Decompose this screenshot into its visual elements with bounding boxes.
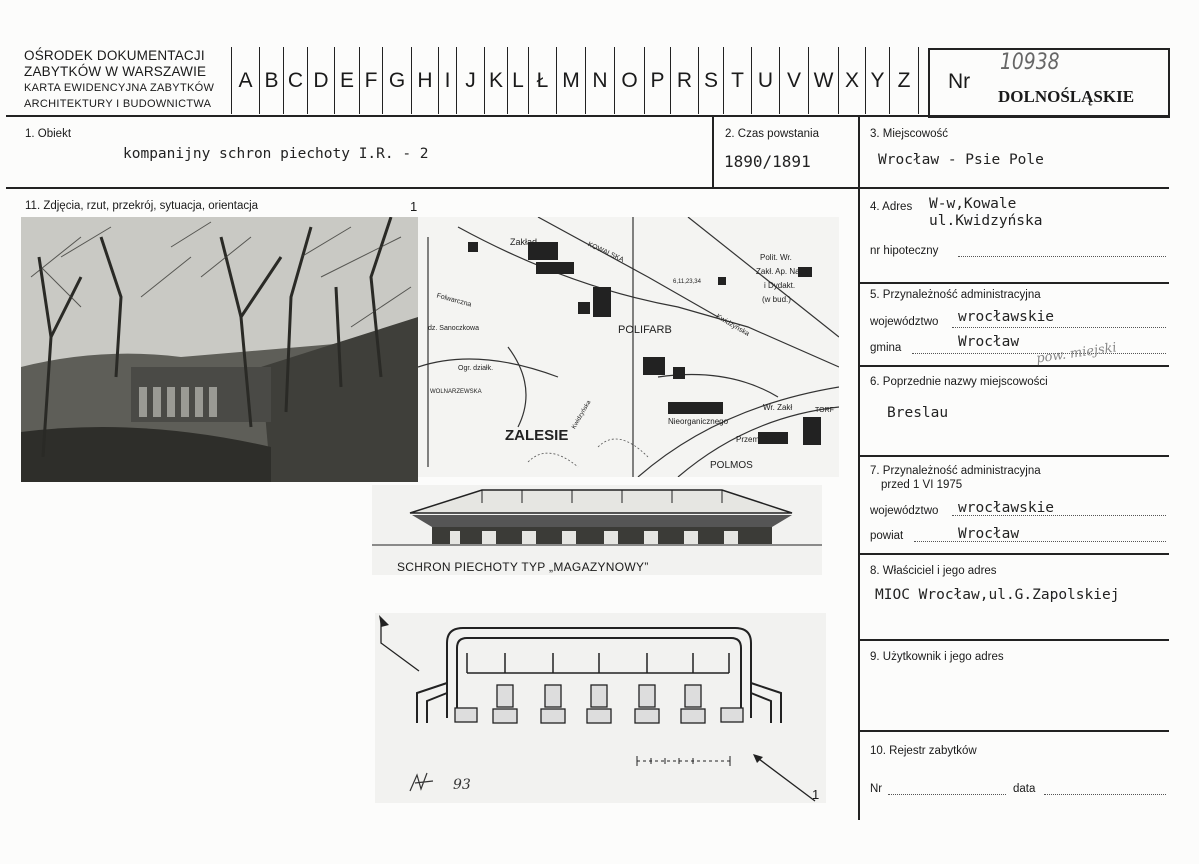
letter-cell-5: F (359, 47, 382, 114)
letter-cell-16: P (644, 47, 670, 114)
powiat-dots (914, 541, 1166, 542)
map-label-polit: Polit. Wr. (760, 253, 792, 262)
col-divider-czas (712, 116, 714, 188)
map-label-numbers: 6,11,23,34 (673, 279, 701, 285)
letter-cell-23: X (838, 47, 865, 114)
map-label-zakl-ap: Zakł. Ap. Nauk. (756, 267, 811, 276)
organization-header (24, 48, 214, 112)
przynaleznosc-label: 5. Przynależność administracyjna (870, 289, 1041, 301)
poprzednie-label: 6. Poprzednie nazwy miejscowości (870, 376, 1048, 388)
bunker-photo (21, 217, 418, 482)
wojewodztwo-value: wrocławskie (958, 309, 1055, 325)
drawing-initials: 93 (453, 777, 471, 793)
letter-cell-2: C (283, 47, 307, 114)
letter-cell-19: T (723, 47, 751, 114)
map-label-przem: Przem. Spoż. (736, 435, 785, 444)
wojewodztwo-dots (952, 327, 1166, 328)
letter-cell-6: G (382, 47, 411, 114)
przyn1975-sub: przed 1 VI 1975 (881, 479, 963, 491)
adres-line2: ul.Kwidzyńska (929, 213, 1043, 229)
letter-cell-9: J (456, 47, 484, 114)
letter-cell-3: D (307, 47, 334, 114)
location-map (418, 217, 839, 477)
org-line-1: OŚRODEK DOKUMENTACJI (24, 48, 205, 63)
rejestr-label: 10. Rejestr zabytków (870, 745, 977, 757)
czas-label: 2. Czas powstania (725, 128, 819, 140)
org-line-3: KARTA EWIDENCYJNA ZABYTKÓW (24, 82, 215, 94)
plan-corner-number: 1 (812, 787, 820, 802)
letter-cell-13: M (556, 47, 585, 114)
region-label: DOLNOŚLĄSKIE (998, 87, 1135, 106)
divider-1975 (859, 553, 1169, 555)
letter-cell-15: O (614, 47, 644, 114)
letter-cell-1: B (259, 47, 283, 114)
section11-label: 11. Zdjęcia, rzut, przekrój, sytuacja, orientacja (25, 200, 259, 212)
map-label-wolnar: WOLNARZEWSKA (430, 389, 482, 395)
floor-plan-drawing (375, 613, 826, 803)
wlasciciel-label: 8. Właściciel i jego adres (870, 565, 997, 577)
letter-cell-14: N (585, 47, 614, 114)
gmina-label: gmina (870, 342, 902, 354)
bunker-photo-image (21, 217, 418, 482)
letter-cell-12: Ł (528, 47, 556, 114)
obiekt-value: kompanijny schron piechoty I.R. - 2 (123, 146, 429, 162)
poprzednie-value: Breslau (887, 405, 949, 421)
gmina-value: Wrocław (958, 334, 1020, 350)
map-label-dydakt: i Dydakt. (764, 281, 796, 290)
divider-admin (859, 365, 1169, 367)
map-label-wbud: (w bud.) (762, 295, 791, 304)
rejestr-data-dots (1044, 794, 1166, 795)
letter-cell-0: A (231, 47, 259, 114)
right-column-divider (858, 116, 860, 820)
map-label-kwid2: Kwidzyńska (571, 399, 593, 431)
divider-user (859, 730, 1169, 732)
map-label-nieorganicznego: Nieorganicznego (668, 417, 729, 426)
letter-cell-11: L (507, 47, 528, 114)
miejscowosc-label: 3. Miejscowość (870, 128, 948, 140)
wojewodztwo-label: województwo (870, 316, 939, 328)
powiat-value: Wrocław (958, 526, 1020, 542)
map-label-zalesie: ZALESIE (505, 427, 569, 444)
letter-cell-4: E (334, 47, 359, 114)
row1-divider (6, 187, 1169, 189)
wlasciciel-value: MIOC Wrocław,ul.G.Zapolskiej (875, 587, 1120, 603)
adres-line1: W-w,Kowale (929, 196, 1017, 212)
powiat-label: powiat (870, 530, 904, 542)
divider-names (859, 455, 1169, 457)
uzytkownik-label: 9. Użytkownik i jego adres (870, 651, 1004, 663)
letter-cell-20: U (751, 47, 779, 114)
map-label-ogr: Ogr. działk. (458, 365, 494, 372)
miejscowosc-value: Wrocław - Psie Pole (878, 152, 1044, 168)
org-line-2: ZABYTKÓW W WARSZAWIE (24, 64, 207, 79)
section11-page-mark: 1 (410, 199, 418, 214)
rejestr-nr-label: Nr (870, 783, 883, 795)
map-label-polifarb: POLIFARB (618, 324, 672, 336)
hipoteczny-label: nr hipoteczny (870, 245, 939, 257)
nr-label: Nr (948, 70, 971, 93)
map-label-zaklad: Zakład (510, 237, 538, 247)
map-label-torf: TORF (815, 407, 834, 414)
woj1975-label: województwo (870, 505, 939, 517)
map-label-stoczkowa: dz. Sanoczkowa (428, 325, 479, 332)
letter-cell-22: W (808, 47, 838, 114)
letter-cell-24: Y (865, 47, 889, 114)
drawing-caption: SCHRON PIECHOTY TYP „MAGAZYNOWY” (397, 560, 649, 574)
przyn1975-label: 7. Przynależność administracyjna (870, 465, 1041, 477)
gmina-note: pow. miejski (1035, 340, 1118, 367)
woj1975-value: wrocławskie (958, 500, 1055, 516)
letter-cell-21: V (779, 47, 808, 114)
nr-value: 10938 (1000, 50, 1060, 75)
letter-cell-18: S (698, 47, 723, 114)
header-divider (6, 115, 1169, 117)
map-label-wr-zakl: Wr. Zakł (763, 403, 793, 412)
map-label-polmos: POLMOS (710, 460, 753, 471)
letter-cell-7: H (411, 47, 438, 114)
letter-index-end (918, 47, 919, 114)
letter-index (231, 47, 919, 114)
map-label-kowalska: KOWALSKA (586, 241, 625, 264)
adres-label: 4. Adres (870, 201, 913, 213)
czas-value: 1890/1891 (724, 152, 811, 171)
floor-plan-image (375, 613, 826, 803)
letter-cell-25: Z (889, 47, 918, 114)
divider-addr (859, 282, 1169, 284)
hipoteczny-dots (958, 256, 1166, 257)
rejestr-nr-dots (888, 794, 1006, 795)
letter-cell-8: I (438, 47, 456, 114)
letter-cell-17: R (670, 47, 698, 114)
obiekt-label: 1. Obiekt (25, 128, 72, 140)
org-line-4: ARCHITEKTURY I BUDOWNICTWA (24, 98, 212, 110)
divider-owner (859, 639, 1169, 641)
rejestr-data-label: data (1013, 783, 1036, 795)
letter-cell-10: K (484, 47, 507, 114)
map-label-folwarczna: Folwarczna (435, 292, 473, 309)
map-label-kwidzynska: Kwidzyńska (714, 313, 751, 338)
